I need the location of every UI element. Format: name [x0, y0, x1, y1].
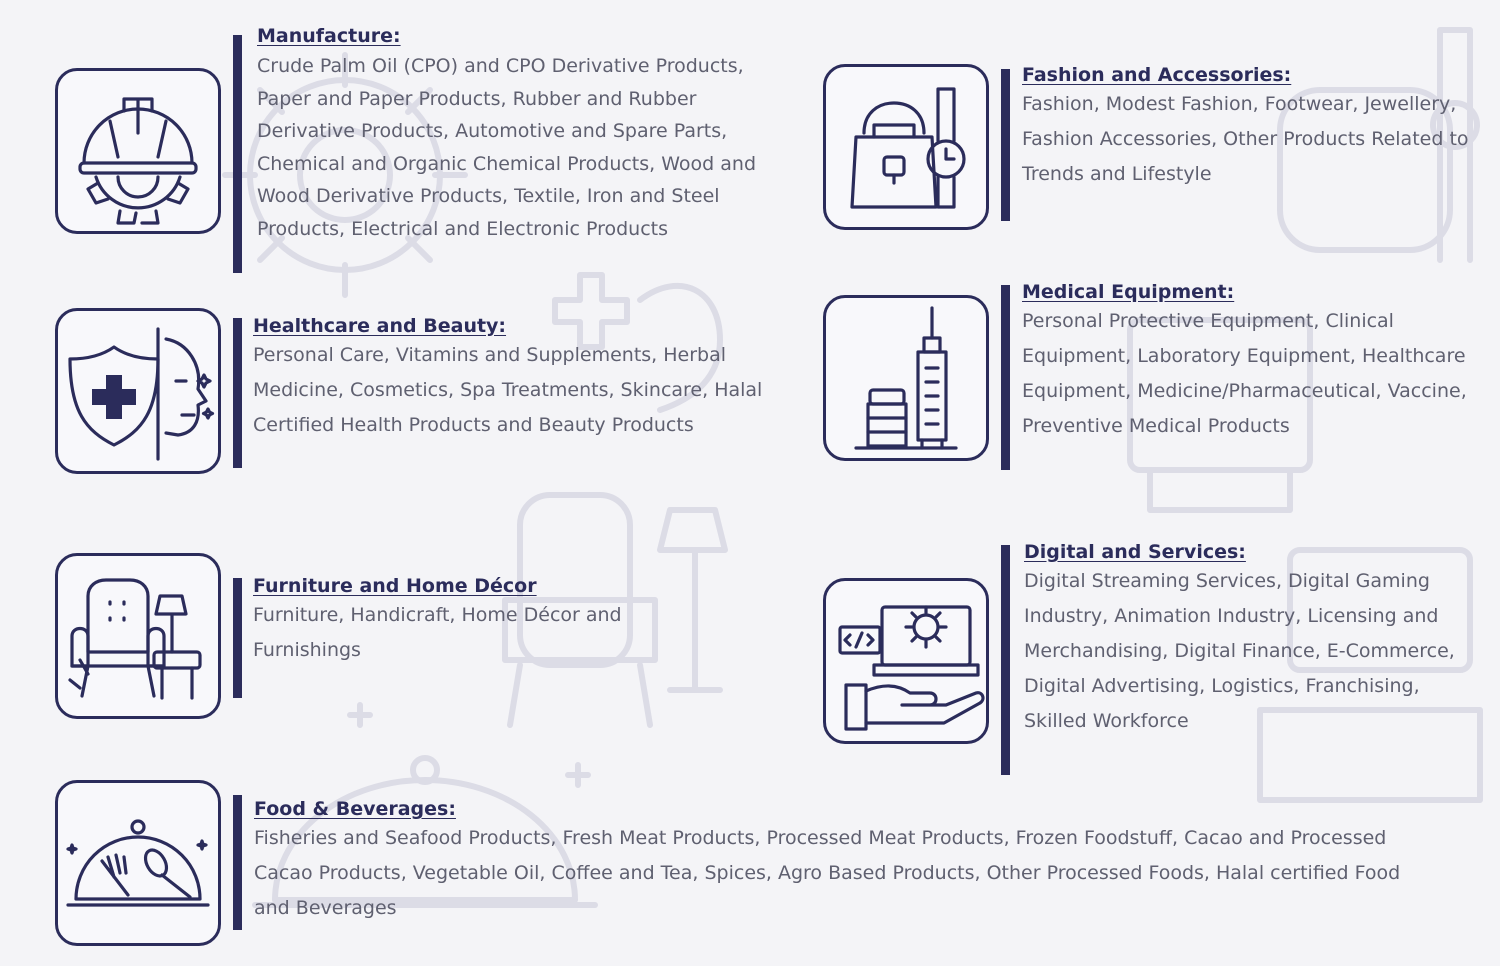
cloche-cutlery-icon	[58, 783, 218, 943]
digital-text-block	[1024, 540, 1474, 739]
furniture-accent-bar	[233, 578, 242, 698]
category-title[interactable]: Food & Beverages:	[254, 798, 456, 820]
medical-accent-bar	[1001, 285, 1010, 470]
healthcare-text-block	[253, 314, 763, 443]
medical-text-block	[1022, 280, 1472, 444]
furniture-icon-box	[55, 553, 221, 719]
backpack-watch-icon	[826, 67, 986, 227]
food-accent-bar	[233, 795, 242, 930]
shield-face-icon	[58, 311, 218, 471]
medical-icon-box	[823, 295, 989, 461]
category-description: Personal Care, Vitamins and Supplements, Herbal Medicine, Cosmetics, Spa Treatments, Skincare, Halal Certified Health Products and Beauty Products	[253, 344, 763, 436]
fashion-accent-bar	[1001, 69, 1010, 221]
category-title[interactable]: Healthcare and Beauty:	[253, 315, 507, 337]
armchair-lamp-icon	[58, 556, 218, 716]
category-description: Furniture, Handicraft, Home Décor and Furnishings	[253, 604, 622, 661]
food-text-block	[254, 797, 1434, 926]
hardhat-gear-icon	[58, 71, 218, 231]
healthcare-accent-bar	[233, 318, 242, 468]
category-title[interactable]: Fashion and Accessories:	[1022, 64, 1292, 86]
category-description: Fisheries and Seafood Products, Fresh Meat Products, Processed Meat Products, Frozen Foodstuff, Cacao and Processed Cacao Products, Vegetable Oil, Coffee and Tea, Spices, Agro Based Products, Other Processed Foods, Halal certified Food and Beverages	[254, 827, 1401, 919]
category-title[interactable]: Furniture and Home Décor	[253, 575, 537, 597]
digital-accent-bar	[1001, 545, 1010, 775]
manufacture-icon-box	[55, 68, 221, 234]
manufacture-accent-bar	[233, 35, 242, 273]
category-description: Personal Protective Equipment, Clinical Equipment, Laboratory Equipment, Healthcare Equipment, Medicine/Pharmaceutical, Vaccine, Preventive Medical Products	[1022, 310, 1467, 437]
fashion-text-block	[1022, 63, 1472, 192]
category-description: Digital Streaming Services, Digital Gaming Industry, Animation Industry, Licensing and Merchandising, Digital Finance, E-Commerce, Digital Advertising, Logistics, Franchising, Skilled Workforce	[1024, 570, 1455, 732]
syringe-vial-icon	[826, 298, 986, 458]
food-icon-box	[55, 780, 221, 946]
category-title[interactable]: Manufacture:	[257, 25, 401, 47]
furniture-text-block	[253, 574, 683, 668]
manufacture-text-block	[257, 24, 767, 245]
category-title[interactable]: Digital and Services:	[1024, 541, 1246, 563]
category-title[interactable]: Medical Equipment:	[1022, 281, 1235, 303]
category-description: Fashion, Modest Fashion, Footwear, Jewellery, Fashion Accessories, Other Products Related to Trends and Lifestyle	[1022, 93, 1469, 185]
laptop-code-hand-icon	[826, 581, 986, 741]
category-description: Crude Palm Oil (CPO) and CPO Derivative Products, Paper and Paper Products, Rubber and Rubber Derivative Products, Automotive and Spare Parts, Chemical and Organic Chemical Products, Wood and Wood Derivative Products, Textile, Iron and Steel Products, Electrical and Electronic Products	[257, 55, 757, 240]
fashion-icon-box	[823, 64, 989, 230]
healthcare-icon-box	[55, 308, 221, 474]
digital-icon-box	[823, 578, 989, 744]
